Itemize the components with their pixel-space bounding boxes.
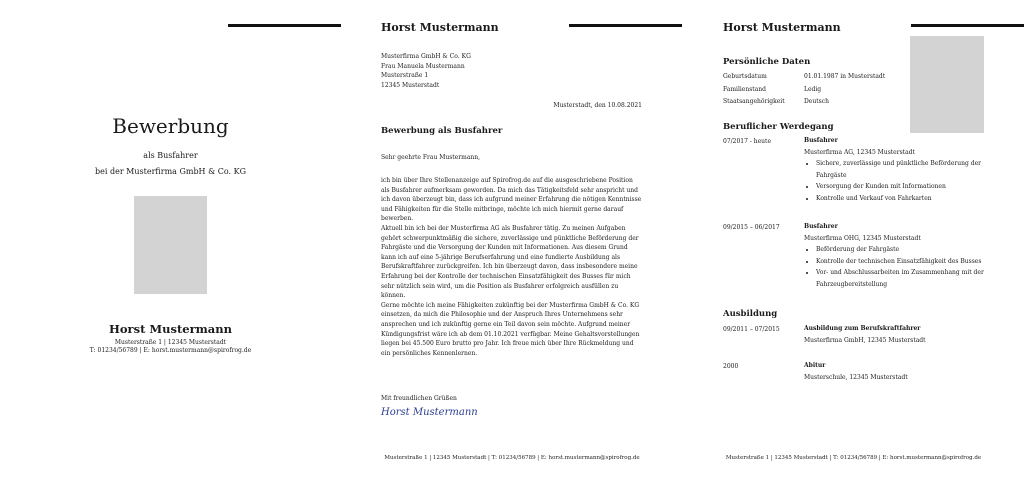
header-rule — [911, 24, 1024, 27]
header-rule — [569, 24, 682, 27]
personal-value: Deutsch — [804, 98, 829, 105]
cover-contact: T: 01234/56789 | E: horst.mustermann@spirofrog.de — [89, 347, 252, 354]
section-title-career: Beruflicher Werdegang — [723, 122, 834, 132]
career-period: 09/2015 – 06/2017 — [723, 224, 780, 231]
photo-placeholder — [134, 196, 207, 294]
duty-item: • Kontrolle und Verkauf von Fahrkarten — [816, 193, 989, 205]
cover-subtitle: als Busfahrer — [143, 151, 198, 160]
career-entry — [804, 221, 989, 290]
education-title: Ausbildung zum Berufskraftfahrer — [804, 325, 921, 332]
job-title: Busfahrer — [804, 223, 838, 230]
personal-label: Geburtsdatum — [723, 73, 767, 80]
job-company: Musterfirma OHG, 12345 Musterstadt — [804, 234, 921, 242]
personal-value: Ledig — [804, 86, 822, 93]
cover-title: Bewerbung — [112, 114, 229, 138]
duty-item: • Sichere, zuverlässige und pünktliche Beförderung der Fahrgäste — [816, 158, 989, 181]
signature: Horst Mustermann — [381, 407, 478, 418]
photo-placeholder — [910, 36, 984, 133]
cover-company: bei der Musterfirma GmbH & Co. KG — [95, 167, 246, 176]
education-title: Abitur — [804, 362, 826, 369]
letter-salutation: Sehr geehrte Frau Mustermann, — [381, 154, 481, 161]
personal-label: Familienstand — [723, 86, 766, 93]
job-duties — [804, 158, 989, 204]
education-period: 09/2011 – 07/2015 — [723, 326, 780, 333]
cover-page — [0, 0, 341, 482]
job-duties — [804, 244, 989, 290]
education-institution: Musterschule, 12345 Musterstadt — [804, 373, 908, 381]
duty-item: • Versorgung der Kunden mit Informationen — [816, 181, 989, 193]
cv-page — [683, 0, 1024, 482]
cover-name: Horst Mustermann — [109, 322, 232, 336]
letter-date: Musterstadt, den 10.08.2021 — [553, 102, 642, 109]
cover-address: Musterstraße 1 | 12345 Musterstadt — [114, 339, 227, 346]
career-entry — [804, 135, 989, 204]
cv-footer: Musterstraße 1 | 12345 Musterstadt | T: 01234/56789 | E: horst.mustermann@spirofrog.de — [725, 455, 982, 461]
header-rule — [228, 24, 341, 27]
recipient-line: 12345 Musterstadt — [381, 81, 440, 89]
job-title: Busfahrer — [804, 137, 838, 144]
career-period: 07/2017 - heute — [723, 138, 772, 145]
education-institution: Musterfirma GmbH, 12345 Musterstadt — [804, 336, 926, 344]
recipient-address — [381, 52, 471, 90]
cv-header-name: Horst Mustermann — [723, 21, 841, 34]
letter-footer: Musterstraße 1 | 12345 Musterstadt | T: 01234/56789 | E: horst.mustermann@spirofrog.de — [384, 455, 640, 461]
duty-item: • Beförderung der Fahrgäste — [816, 244, 989, 256]
education-entry — [804, 323, 989, 346]
section-title-education: Ausbildung — [723, 309, 778, 319]
letter-body — [381, 176, 643, 358]
personal-value: 01.01.1987 in Musterstadt — [804, 73, 886, 80]
letter-page — [341, 0, 683, 482]
job-company: Musterfirma AG, 12345 Musterstadt — [804, 148, 915, 156]
body-paragraph: Gerne möchte ich meine Fähigkeiten zukünftig bei der Musterfirma GmbH & Co. KG einsetzen, da mich die Philosophie und der Anspruch Ihres Unternehmens sehr ansprechen und ich zukünftig gerne ein Teil davon sein möchte. Aufgrund meiner Kündigungsfrist wäre ich ab dem 01.10.2021 verfügbar. Meine Gehaltsvorstellungen liegen bei 45.500 Euro brutto pro Jahr. Ich freue mich über Ihre Rückmeldung und ein persönliches Kennenlernen. — [381, 301, 640, 357]
duty-item: • Vor- und Abschlussarbeiten im Zusammenhang mit der Fahrzeugbereitstellung — [816, 267, 989, 290]
recipient-line: Musterstraße 1 — [381, 72, 429, 79]
recipient-line: Musterfirma GmbH & Co. KG — [381, 53, 471, 60]
letter-header-name: Horst Mustermann — [381, 21, 499, 34]
education-entry — [804, 360, 989, 383]
letter-closing: Mit freundlichen Grüßen — [381, 395, 457, 402]
education-period: 2000 — [723, 363, 739, 370]
letter-subject: Bewerbung als Busfahrer — [381, 126, 503, 136]
recipient-line: Frau Manuela Mustermann — [381, 62, 465, 70]
personal-label: Staatsangehörigkeit — [723, 98, 785, 105]
section-title-personal: Persönliche Daten — [723, 57, 811, 67]
body-paragraph: ich bin über Ihre Stellenanzeige auf Spirofrog.de auf die ausgeschriebene Position als Busfahrer aufmerksam geworden. Da mich das Tätigkeitsfeld sehr anspricht und ich davon überzeugt bin, dass ich aufgrund meiner Erfahrung die nötigen Kenntnisse und Fähigkeiten für die Stelle mitbringe, möchte ich mich hiermit gerne darauf bewerben. — [381, 177, 642, 223]
body-paragraph: Aktuell bin ich bei der Musterfirma AG als Busfahrer tätig. Zu meinen Aufgaben gehört schwerpunktmäßig die sichere, zuverlässige und pünktliche Beförderung der Fahrgäste und die Versorgung der Kunden mit Informationen. Aus diesem Grund kann ich auf eine 5-jährige Berufserfahrung und eine fundierte Ausbildung als Berufskraftfahrer zurückgreifen. Ich bin überzeugt davon, dass insbesondere meine Erfahrung bei der Kontrolle der technischen Einsatzfähigkeit des Busses für mich sehr nützlich sein wird, um die Position als Busfahrer erfolgreich ausfüllen zu können. — [381, 224, 639, 300]
duty-item: • Kontrolle der technischen Einsatzfähigkeit des Busses — [816, 256, 989, 268]
